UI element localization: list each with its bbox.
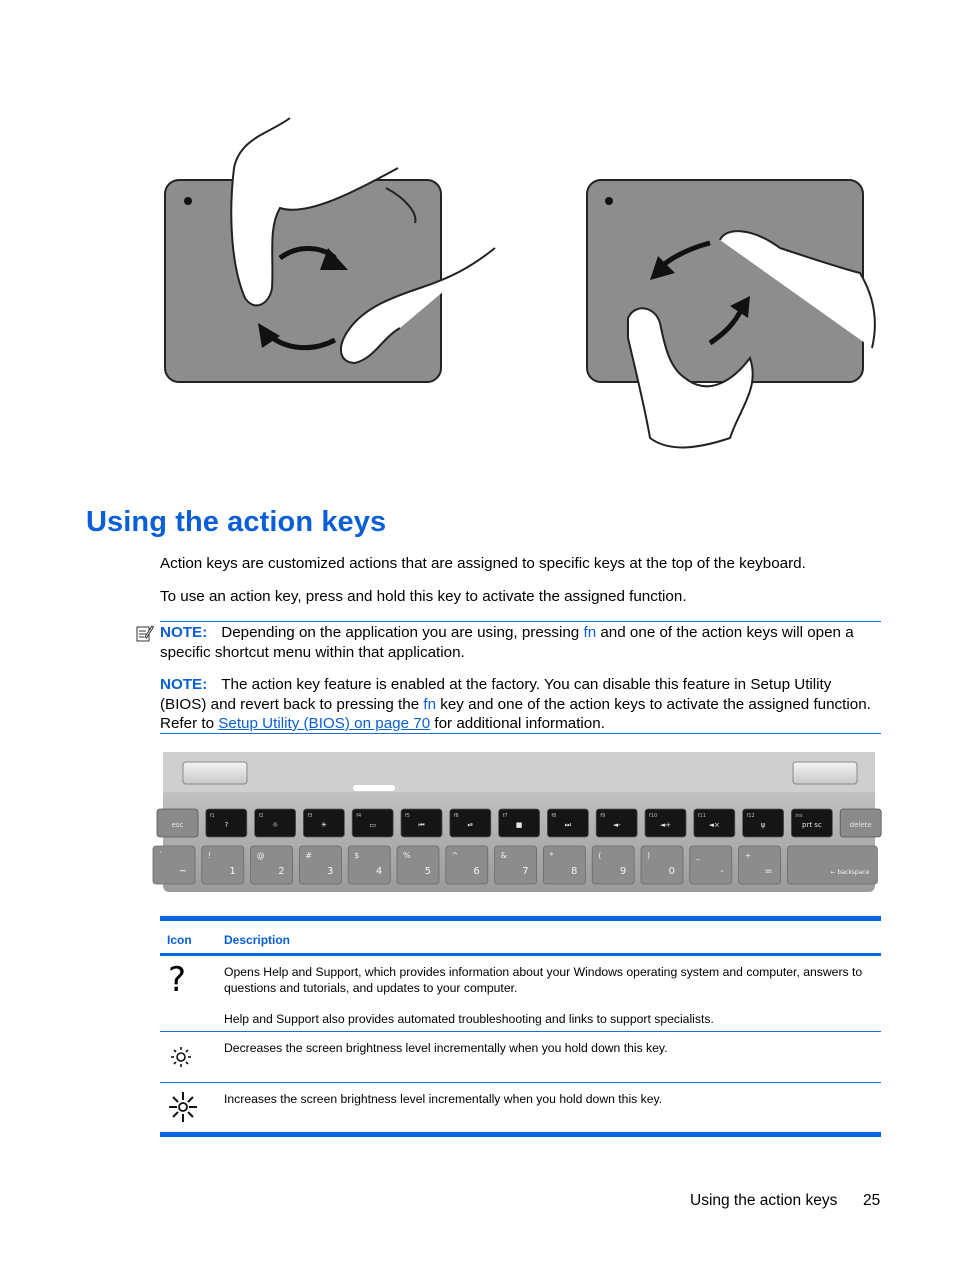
help-question-icon: ? bbox=[168, 960, 187, 1000]
table-header bbox=[160, 921, 881, 953]
svg-text:esc: esc bbox=[171, 821, 184, 829]
keyboard-key bbox=[645, 809, 686, 837]
svg-text:f6: f6 bbox=[453, 813, 459, 819]
svg-text:5: 5 bbox=[424, 866, 431, 877]
keyboard-key bbox=[251, 846, 293, 884]
svg-text:← backspace: ← backspace bbox=[830, 869, 870, 876]
note-text: Depending on the application you are using, pressing bbox=[221, 624, 584, 641]
svg-text:◄-: ◄- bbox=[612, 821, 621, 829]
svg-text:6: 6 bbox=[473, 866, 480, 877]
svg-text:@: @ bbox=[256, 851, 265, 860]
svg-text:): ) bbox=[647, 851, 651, 860]
svg-text:⏭: ⏭ bbox=[564, 821, 572, 829]
keyboard-key bbox=[596, 809, 637, 837]
svg-text:☀: ☀ bbox=[320, 821, 328, 829]
svg-text:`: ` bbox=[159, 851, 163, 860]
keyboard-key bbox=[348, 846, 390, 884]
svg-text:^: ^ bbox=[451, 851, 459, 860]
svg-text:3: 3 bbox=[327, 866, 334, 877]
keyboard-key bbox=[739, 846, 781, 884]
svg-text:f5: f5 bbox=[405, 813, 410, 819]
svg-text:delete: delete bbox=[849, 821, 872, 829]
svg-text:%: % bbox=[403, 851, 411, 860]
svg-text:◄+: ◄+ bbox=[659, 821, 672, 829]
svg-text:&: & bbox=[500, 851, 507, 860]
svg-text:(: ( bbox=[598, 851, 602, 860]
svg-text:⏯: ⏯ bbox=[467, 821, 474, 829]
keyboard-key bbox=[299, 846, 341, 884]
brightness-up-icon bbox=[168, 1091, 198, 1123]
table-row bbox=[160, 956, 881, 1031]
table-bottom-rule bbox=[160, 1132, 881, 1137]
note-text: for additional information. bbox=[430, 715, 605, 732]
keyboard-key bbox=[543, 846, 585, 884]
keyboard-key bbox=[450, 809, 491, 837]
keyboard-key bbox=[397, 846, 439, 884]
svg-text:▭: ▭ bbox=[369, 821, 377, 829]
svg-text:prt sc: prt sc bbox=[802, 821, 822, 829]
keyboard-key bbox=[592, 846, 634, 884]
svg-text:f11: f11 bbox=[697, 813, 706, 819]
keyboard-key bbox=[446, 846, 488, 884]
keyboard-key bbox=[206, 809, 247, 837]
svg-text:f8: f8 bbox=[551, 813, 557, 819]
hinge-left bbox=[183, 762, 247, 784]
footer-section-title: Using the action keys bbox=[690, 1192, 838, 1209]
keyboard-key bbox=[401, 809, 442, 837]
intro-paragraph-1: Action keys are customized actions that are assigned to specific keys at the top of the keyboard. bbox=[160, 555, 806, 572]
description-text: Increases the screen brightness level incrementally when you hold down this key. bbox=[224, 1092, 663, 1106]
note-text: and one of the action keys will open a specific shortcut menu within that application. bbox=[160, 624, 854, 661]
note-icon bbox=[136, 624, 154, 642]
keyboard-key bbox=[791, 809, 832, 837]
svg-text:_: _ bbox=[695, 851, 700, 860]
svg-text:☼: ☼ bbox=[271, 821, 279, 829]
keyboard-key bbox=[694, 809, 735, 837]
svg-text:f3: f3 bbox=[307, 813, 313, 819]
row-description bbox=[224, 964, 879, 1027]
svg-text:■: ■ bbox=[515, 821, 523, 829]
note-2 bbox=[160, 675, 881, 734]
keyboard-key bbox=[255, 809, 296, 837]
svg-text:7: 7 bbox=[522, 866, 529, 877]
svg-text:0: 0 bbox=[668, 866, 675, 877]
column-header-icon: Icon bbox=[167, 933, 192, 947]
keyboard-key bbox=[743, 809, 784, 837]
svg-text:f10: f10 bbox=[649, 813, 658, 819]
keyboard-key bbox=[787, 846, 877, 884]
touchpad-left bbox=[165, 180, 441, 382]
action-keys-table bbox=[160, 916, 881, 1137]
keyboard-key bbox=[153, 846, 195, 884]
fn-key-text: fn bbox=[583, 624, 597, 641]
svg-text:1: 1 bbox=[229, 866, 236, 877]
keyboard-key bbox=[352, 809, 393, 837]
svg-text:◄×: ◄× bbox=[708, 821, 720, 829]
svg-text:f7: f7 bbox=[502, 813, 508, 819]
description-text: Opens Help and Support, which provides information about your Windows operating system and computer, answers to questions and tutorials, and updates to your computer. bbox=[224, 965, 863, 995]
svg-text:?: ? bbox=[224, 821, 229, 829]
svg-text:+: + bbox=[744, 851, 752, 860]
svg-text:f1: f1 bbox=[209, 813, 215, 819]
page-number: 25 bbox=[863, 1192, 881, 1209]
keyboard-key bbox=[547, 809, 588, 837]
svg-text:9: 9 bbox=[619, 866, 627, 877]
svg-text:=: = bbox=[764, 866, 773, 877]
svg-text:2: 2 bbox=[278, 866, 285, 877]
keyboard-key bbox=[840, 809, 881, 837]
description-text: Help and Support also provides automated troubleshooting and links to support specialists. bbox=[224, 1012, 714, 1026]
keyboard-key bbox=[303, 809, 344, 837]
keyboard-key bbox=[202, 846, 244, 884]
svg-text:f2: f2 bbox=[258, 813, 264, 819]
keyboard-key bbox=[499, 809, 540, 837]
svg-text:-: - bbox=[720, 866, 724, 877]
svg-text:f4: f4 bbox=[356, 813, 362, 819]
touchpad-left-dot bbox=[184, 197, 192, 205]
svg-text:~: ~ bbox=[178, 866, 187, 877]
description-text: Decreases the screen brightness level incrementally when you hold down this key. bbox=[224, 1041, 668, 1055]
row-description bbox=[224, 1091, 879, 1107]
keyboard-key bbox=[157, 809, 198, 837]
svg-text:$: $ bbox=[354, 851, 360, 860]
page-title: Using the action keys bbox=[86, 506, 387, 538]
keyboard-action-keys-photo bbox=[159, 752, 875, 892]
svg-text:ins: ins bbox=[795, 813, 803, 819]
svg-text:!: ! bbox=[207, 851, 212, 860]
note-label: NOTE: bbox=[160, 624, 208, 641]
svg-text:#: # bbox=[305, 851, 313, 860]
note-label: NOTE: bbox=[160, 676, 208, 693]
svg-text:4: 4 bbox=[375, 866, 383, 877]
intro-paragraph-2: To use an action key, press and hold this key to activate the assigned function. bbox=[160, 588, 687, 605]
brightness-down-icon bbox=[168, 1044, 194, 1070]
svg-text:ψ: ψ bbox=[760, 821, 766, 829]
hinge-right bbox=[793, 762, 857, 784]
touchpad-right-dot bbox=[605, 197, 613, 205]
keyboard-key bbox=[690, 846, 732, 884]
power-light bbox=[353, 785, 395, 791]
keyboard-key bbox=[641, 846, 683, 884]
table-row bbox=[160, 1083, 881, 1132]
fn-key-text: fn bbox=[423, 695, 437, 713]
svg-text:⏮: ⏮ bbox=[418, 821, 425, 829]
keyboard-key bbox=[495, 846, 537, 884]
note-text: key and one of the action keys to activate the assigned function. Refer to bbox=[160, 695, 871, 732]
svg-text:f12: f12 bbox=[746, 813, 755, 819]
column-header-description: Description bbox=[224, 933, 291, 947]
row-description bbox=[224, 1040, 879, 1056]
touchpad-rotate-illustration bbox=[150, 108, 890, 468]
note-1 bbox=[160, 623, 881, 662]
svg-text:f9: f9 bbox=[600, 813, 606, 819]
setup-utility-link[interactable]: Setup Utility (BIOS) on page 70 bbox=[218, 715, 431, 732]
note-box bbox=[160, 621, 881, 734]
note-text: The action key feature is enabled at the factory. You can disable this feature in Setup Utility (BIOS) and revert back to pressing the bbox=[160, 676, 832, 713]
table-row bbox=[160, 1032, 881, 1082]
svg-text:*: * bbox=[549, 851, 554, 860]
svg-text:8: 8 bbox=[571, 866, 578, 877]
